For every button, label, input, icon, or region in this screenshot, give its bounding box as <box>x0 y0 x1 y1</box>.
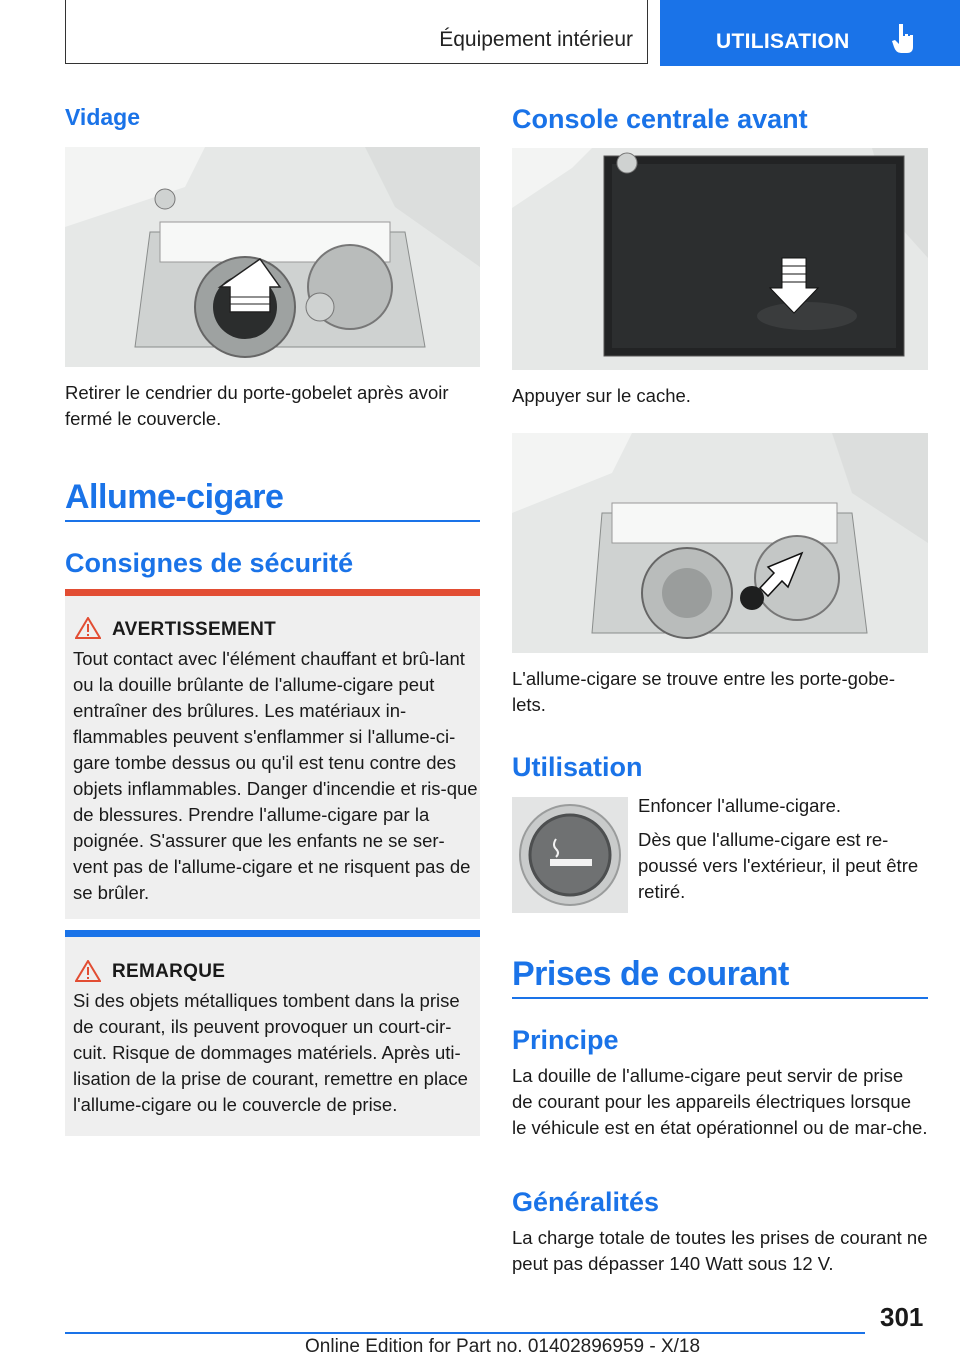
general-text: La charge totale de toutes les prises de courant ne peut pas dépasser 140 Watt sous 12 V. <box>512 1227 928 1274</box>
lighter-heading: Allume-cigare <box>65 478 284 516</box>
use-text-2: Dès que l'allume-cigare est re-poussé vers l'extérieur, il peut être retiré. <box>638 829 919 902</box>
warning-title: AVERTISSEMENT <box>112 619 277 640</box>
pointing-hand-icon <box>892 22 914 54</box>
header-section-title: Équipement intérieur <box>439 28 633 51</box>
console-text: Appuyer sur le cache. <box>512 385 691 406</box>
console-cover-photo <box>512 148 928 370</box>
header-chapter-label: UTILISATION <box>716 30 850 53</box>
notice-title: REMARQUE <box>112 961 226 982</box>
general-heading: Généralités <box>512 1187 660 1217</box>
lighter-button-image <box>512 797 628 913</box>
header-section-box <box>65 0 648 64</box>
warning-box <box>65 589 480 919</box>
principle-heading: Principe <box>512 1025 619 1055</box>
use-text-1: Enfoncer l'allume-cigare. <box>638 795 842 816</box>
ashtray-photo <box>65 147 480 367</box>
lighter-heading-rule <box>65 520 480 522</box>
lighter-location-photo <box>512 433 928 653</box>
notice-text: Si des objets métalliques tombent dans la prise de courant, ils peuvent provoquer un court-cir-cuit. Risque de dommages matériels. Après uti-lisation de la prise de courant, remettre en place l'allume-cigare ou le couvercle de prise. <box>73 990 468 1115</box>
warning-bar <box>65 589 480 596</box>
header-chapter-tab[interactable] <box>660 0 960 66</box>
sockets-heading-rule <box>512 997 928 999</box>
notice-box <box>65 930 480 1136</box>
safety-heading: Consignes de sécurité <box>65 548 354 578</box>
footer-rule <box>65 1332 865 1334</box>
warning-triangle-icon <box>75 617 101 639</box>
principle-text: La douille de l'allume-cigare peut servir de prise de courant pour les appareils électriques lorsque le véhicule est en état opérationnel ou de mar-che. <box>512 1065 928 1138</box>
sockets-heading: Prises de courant <box>512 955 789 993</box>
console-heading: Console centrale avant <box>512 104 808 134</box>
page-number: 301 <box>880 1302 924 1332</box>
notice-triangle-icon <box>75 960 101 982</box>
footer-edition: Online Edition for Part no. 01402896959 - X/18 <box>305 1336 701 1357</box>
use-heading: Utilisation <box>512 752 643 782</box>
location-text: L'allume-cigare se trouve entre les porte-gobe-lets. <box>512 668 895 715</box>
warning-text: Tout contact avec l'élément chauffant et brû-lant ou la douille brûlante de l'allume-cigare peut entraîner des brûlures. Les matériaux in-flammables peuvent s'enflammer si l'allume-ci-gare tombe dessus ou qu'il est tenu contre des objets inflammables. Danger d'incendie et ris-que de blessures. Prendre l'allume-cigare par la poignée. S'assurer que les enfants ne se ser-vent pas de l'allume-cigare et ne risquent pas de se brûler. <box>73 648 478 903</box>
vidage-text: Retirer le cendrier du porte-gobelet après avoir fermé le couvercle. <box>65 382 449 429</box>
notice-bar <box>65 930 480 937</box>
vidage-heading: Vidage <box>65 104 140 130</box>
